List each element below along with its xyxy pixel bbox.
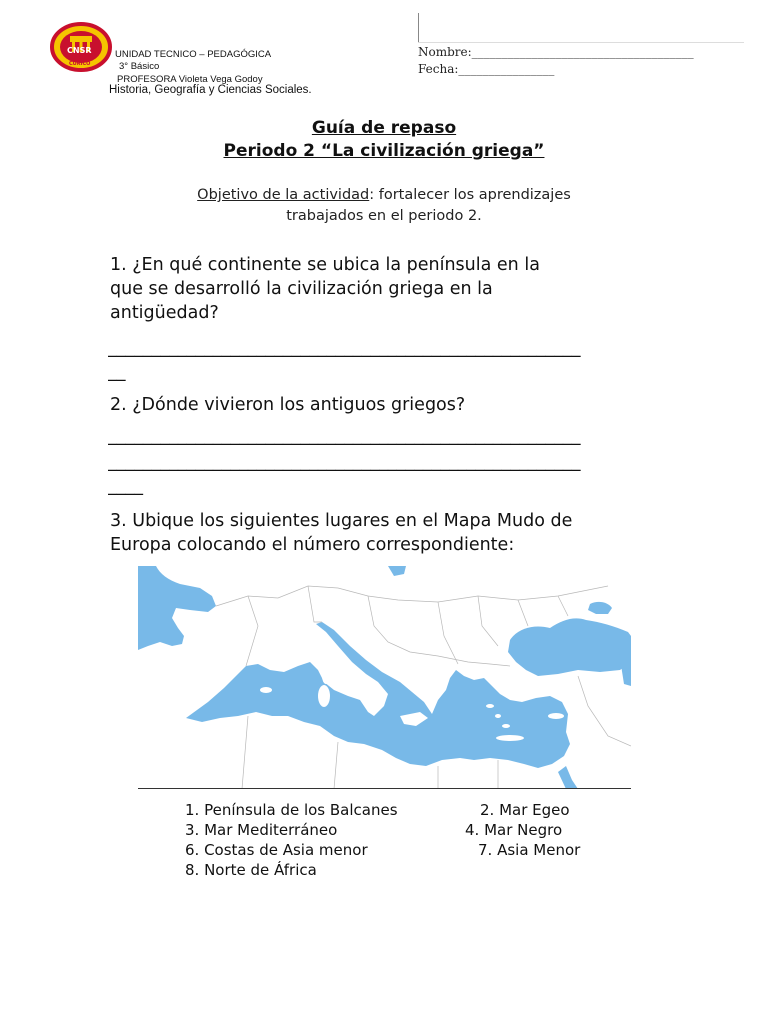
legend-item: 8. Norte de África — [185, 861, 317, 879]
legend-item: 2. Mar Egeo — [480, 801, 570, 819]
question-3-line: Europa colocando el número correspondiente: — [110, 535, 515, 555]
question-1-line: antigüedad? — [110, 303, 219, 323]
header-rule — [418, 42, 744, 43]
aegean-island — [495, 714, 501, 718]
legend-item: 1. Península de los Balcanes — [185, 801, 398, 819]
question-1-line: que se desarrolló la civilización griega en la — [110, 279, 493, 299]
page-title: Guía de repaso — [311, 118, 457, 138]
name-field[interactable] — [418, 45, 694, 59]
cyprus — [548, 713, 564, 719]
question-2-line: 2. ¿Dónde vivieron los antiguos griegos? — [110, 395, 466, 415]
objective-text-1: : fortalecer los aprendizajes — [369, 187, 571, 203]
date-field[interactable] — [418, 62, 554, 76]
legend-item: 6. Costas de Asia menor — [185, 841, 368, 859]
name-blank: _____________________________________ — [471, 45, 694, 59]
answer-2-line[interactable]: ____ — [108, 476, 143, 496]
logo-text: CNSR — [67, 46, 92, 55]
date-blank: ________________ — [458, 62, 555, 76]
objective-label: Objetivo de la actividad — [197, 187, 370, 203]
legend-item: 4. Mar Negro — [465, 821, 563, 839]
answer-1-line[interactable]: __ — [108, 362, 126, 382]
sardinia — [318, 685, 330, 707]
answer-2-line[interactable]: ______________________________________________________ — [108, 452, 581, 472]
legend-item: 3. Mar Mediterráneo — [185, 821, 338, 839]
corsica — [322, 668, 330, 684]
header-grade: 3° Básico — [119, 61, 160, 72]
answer-2-line[interactable]: ______________________________________________________ — [108, 426, 581, 446]
objective-line-2: trabajados en el periodo 2. — [286, 208, 482, 224]
header-teacher: PROFESORA Violeta Vega Godoy — [117, 74, 263, 85]
question-1 — [110, 253, 670, 325]
question-3 — [110, 509, 670, 557]
name-label: Nombre: — [418, 45, 472, 59]
aegean-island — [502, 724, 510, 728]
legend-item: 7. Asia Menor — [478, 841, 581, 859]
objective-line-1 — [0, 185, 768, 206]
map-svg — [138, 566, 631, 789]
question-2 — [110, 393, 670, 417]
aegean-island — [486, 704, 494, 708]
answer-1-line[interactable]: ______________________________________________________ — [108, 338, 581, 358]
logo-subtext: CURICO — [69, 61, 91, 67]
blank-map-europe[interactable] — [138, 566, 631, 789]
header-divider — [418, 13, 419, 43]
date-label: Fecha: — [418, 62, 459, 76]
crete — [496, 735, 524, 741]
question-3-line: 3. Ubique los siguientes lugares en el Mapa Mudo de — [110, 511, 573, 531]
question-1-line: 1. ¿En qué continente se ubica la península en la — [110, 255, 540, 275]
header-unit: UNIDAD TECNICO – PEDAGÓGICA — [115, 49, 272, 60]
school-logo — [50, 22, 112, 72]
page-subtitle: Periodo 2 “La civilización griega” — [223, 141, 545, 161]
header-subject: Historia, Geografía y Ciencias Sociales. — [109, 84, 312, 96]
balearic-islands — [260, 687, 272, 693]
